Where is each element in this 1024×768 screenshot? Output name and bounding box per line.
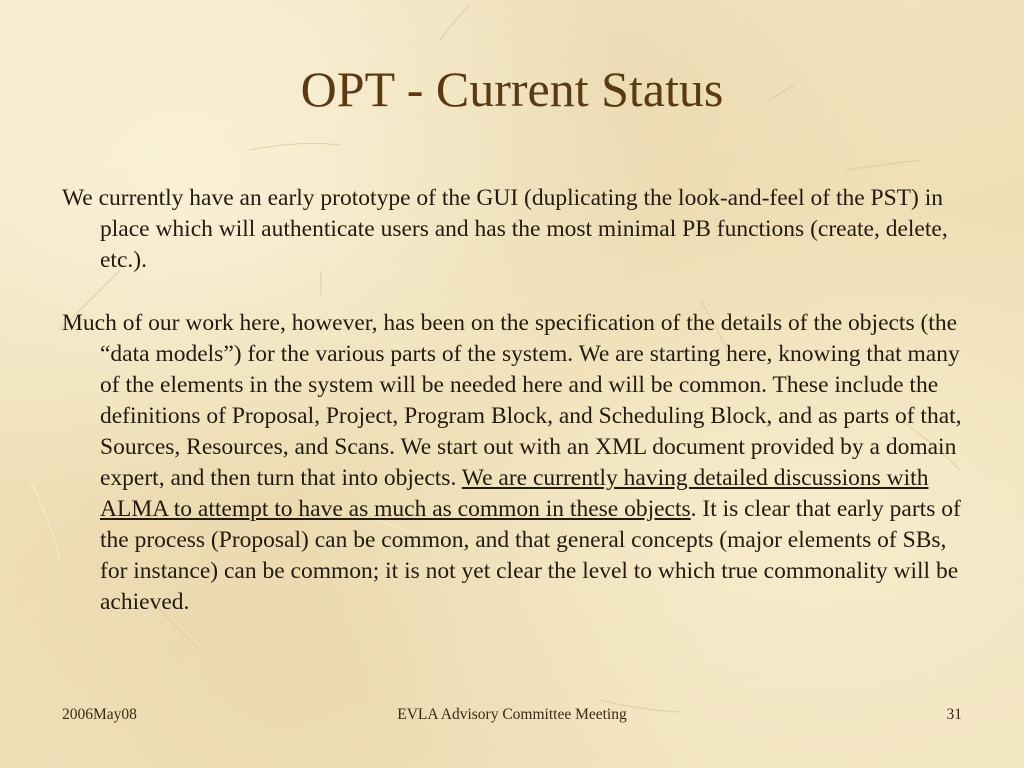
slide-title: OPT - Current Status	[300, 61, 724, 117]
footer-date: 2006May08	[62, 706, 137, 723]
slide-body	[62, 183, 967, 650]
paragraph-text-conclusion: . It is clear that early parts of the process (Proposal) can be common, and that general concepts (major elements of SBs, for instance) can be common; it is not yet clear the level to which true commonality will be achieved.	[100, 496, 961, 615]
bullet-paragraph-prototype: We currently have an early prototype of the GUI (duplicating the look-and-feel of the PST) in place which will authenticate users and has the most minimal PB functions (create, delete, etc.).	[62, 185, 948, 273]
footer-page-number: 31	[946, 706, 962, 723]
paragraph-text-intro: Much of our work here, however, has been on the specification of the details of the objects (the “data models”) for the various parts of the system. We are starting here, knowing that many of the elements in the system will be needed here and will be common. These include the definitions of Proposal, Project, Program Block, and Scheduling Block, and as parts of that, Sources, Resources, and Scans. We start out with an XML document provided by a domain expert, and then turn that into objects.	[62, 310, 962, 491]
footer-meeting-name: EVLA Advisory Committee Meeting	[397, 706, 627, 723]
bullet-paragraph-data-models	[62, 308, 967, 618]
underlined-emphasis-text: We are currently having detailed discussions with ALMA to attempt to have as much as common in these objects	[100, 465, 929, 522]
